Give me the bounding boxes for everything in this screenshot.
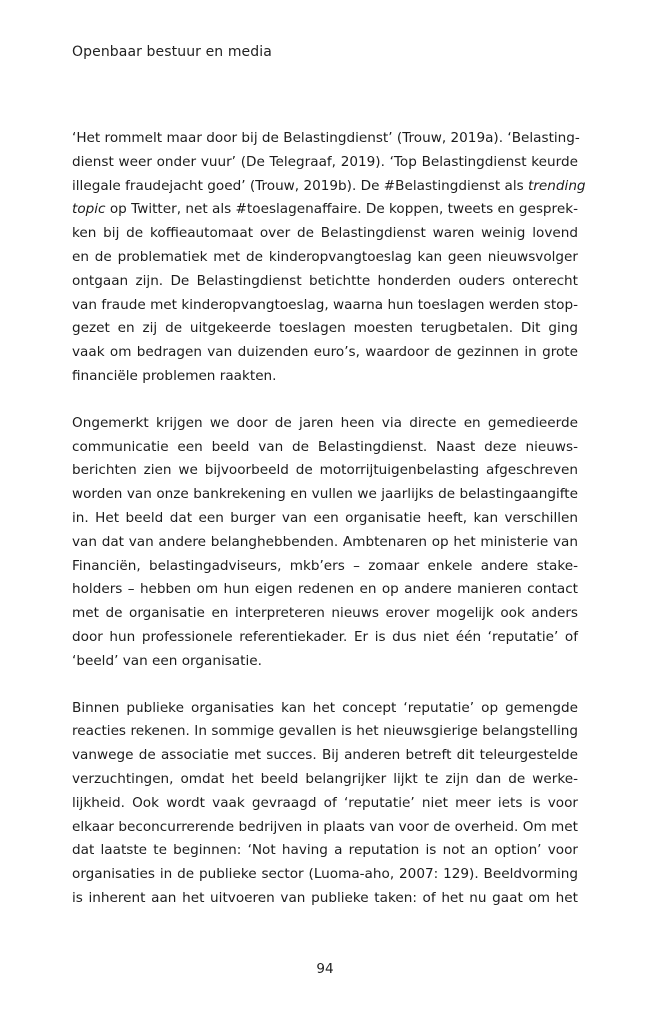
text-line [72,246,578,270]
text-run: Financiën, belastingadviseurs, mkb’ers – zomaar enkele andere stake- [72,557,578,574]
text-run: worden van onze bankrekening en vullen we jaarlijks de belastingaangifte [72,486,578,503]
text-line [72,317,578,341]
text-line [72,412,578,436]
text-line [72,531,578,555]
text-line [72,198,578,222]
text-line [72,507,578,531]
text-line [72,555,578,579]
text-run: Binnen publieke organisaties kan het concept ‘reputatie’ op gemengde [72,699,578,716]
text-line [72,720,578,744]
text-run: financiële problemen raakten. [72,367,277,384]
text-run: Ongemerkt krijgen we door de jaren heen via directe en gemedieerde [72,414,578,431]
text-line [72,294,578,318]
text-run: verzuchtingen, omdat het beeld belangrijker lijkt te zijn dan de werke- [72,770,578,787]
text-run: in. Het beeld dat een burger van een organisatie heeft, kan verschillen [72,509,578,526]
page-number: 94 [316,961,334,977]
text-run: is inherent aan het uitvoeren van publieke taken: of het nu gaat om het [72,889,578,906]
text-line [72,768,578,792]
running-header: Openbaar bestuur en media [72,44,272,60]
text-line [72,127,578,151]
text-line [72,650,578,674]
text-run: ‘beeld’ van een organisatie. [72,652,262,669]
text-run: organisaties in de publieke sector (Luoma-aho, 2007: 129). Beeldvorming [72,866,578,883]
text-run: vaak om bedragen van duizenden euro’s, waardoor de gezinnen in grote [72,344,578,361]
text-run: dat laatste te beginnen: ‘Not having a reputation is not an option’ voor [72,842,578,859]
text-line [72,839,578,863]
text-run: holders – hebben om hun eigen redenen en op andere manieren contact [72,581,578,598]
text-run: ontgaan zijn. De Belastingdienst betichtte honderden ouders onterecht [72,272,578,289]
text-line [72,626,578,650]
text-run: ken bij de koffieautomaat over de Belastingdienst waren weinig lovend [72,225,578,242]
text-line [72,816,578,840]
text-line [72,365,578,389]
text-run: illegale fraudejacht goed’ (Trouw, 2019b). De #Belastingdienst als [72,177,529,194]
text-run: gezet en zij de uitgekeerde toeslagen moesten terugbetalen. Dit ging [72,320,578,337]
text-run: berichten zien we bijvoorbeeld de motorrijtuigenbelasting afgeschreven [72,462,578,479]
text-run: en de problematiek met de kinderopvangtoeslag kan geen nieuwsvolger [72,248,578,265]
paragraph [72,697,578,911]
text-line [72,697,578,721]
text-run: reacties rekenen. In sommige gevallen is het nieuwsgierige belangstelling [72,723,578,740]
text-run: lijkheid. Ook wordt vaak gevraagd of ‘reputatie’ niet meer iets is voor [72,794,578,811]
paragraph [72,127,586,389]
italic-text: topic [72,201,106,218]
text-run: ‘Het rommelt maar door bij de Belastingdienst’ (Trouw, 2019a). ‘Belasting- [72,130,580,146]
text-line [72,602,578,626]
text-line [72,578,578,602]
text-run: elkaar beconcurrerende bedrijven in plaats van voor de overheid. Om met [72,818,578,835]
text-run: van fraude met kinderopvangtoeslag, waarna hun toeslagen werden stop- [72,296,578,313]
text-run: vanwege de associatie met succes. Bij anderen betreft dit teleurgestelde [72,747,578,764]
text-line [72,744,578,768]
paragraph [72,412,578,674]
text-run: communicatie een beeld van de Belastingdienst. Naast deze nieuws- [72,438,578,455]
text-line [72,792,578,816]
body-text [72,127,586,934]
text-line [72,863,578,887]
text-line [72,175,586,199]
italic-text: trending [528,177,586,194]
text-line [72,270,578,294]
text-line [72,483,578,507]
text-line [72,887,578,911]
text-run: met de organisatie en interpreteren nieuws erover mogelijk ook anders [72,605,578,622]
text-line [72,151,578,175]
text-line [72,436,578,460]
text-line [72,341,578,365]
text-line [72,222,578,246]
text-run: op Twitter, net als #toeslagenaffaire. De koppen, tweets en gesprek- [105,201,578,218]
text-run: dienst weer onder vuur’ (De Telegraaf, 2019). ‘Top Belastingdienst keurde [72,153,578,170]
text-run: van dat van andere belanghebbenden. Ambtenaren op het ministerie van [72,533,578,550]
text-run: door hun professionele referentiekader. Er is dus niet één ‘reputatie’ of [72,628,578,645]
text-line [72,459,578,483]
